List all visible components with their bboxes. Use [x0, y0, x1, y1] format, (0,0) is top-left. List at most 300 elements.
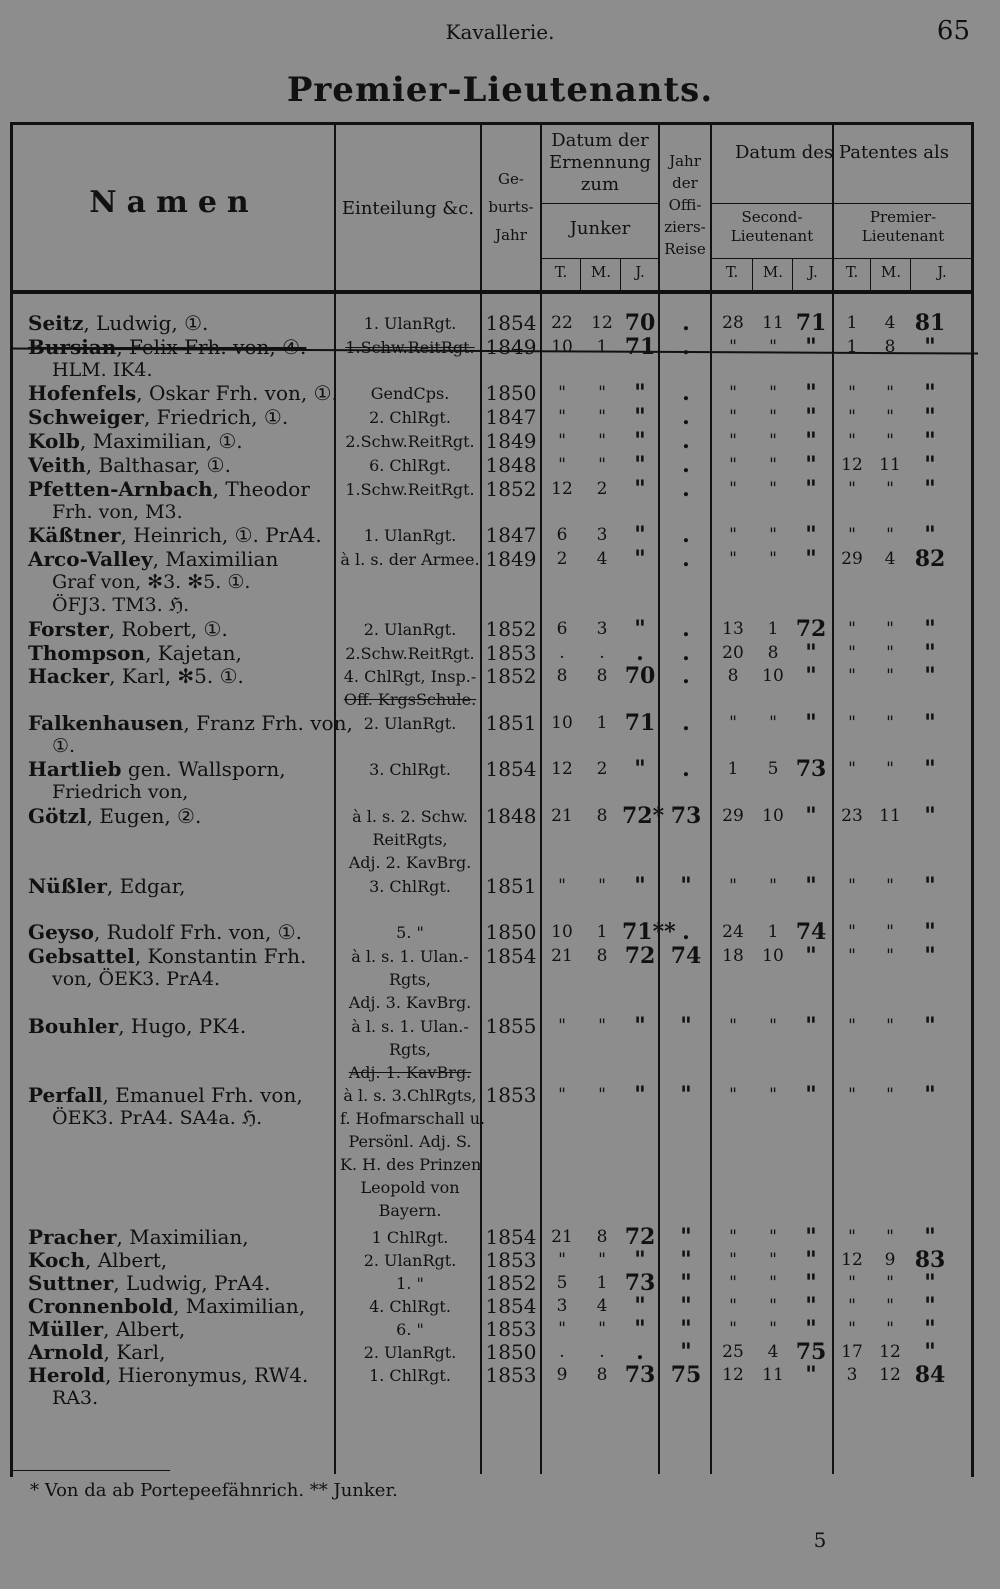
cell-reise: 73 [670, 803, 702, 829]
cell-sm: 11 [762, 313, 784, 333]
officer-given-name: , Edgar, [106, 874, 186, 898]
cell-st: " [729, 479, 737, 499]
unit-assignment: 2.Schw.ReitRgt. [345, 432, 475, 451]
officer-name [28, 548, 333, 571]
cell-sj: " [805, 943, 817, 969]
cell-pm: " [886, 525, 894, 545]
name-continuation: Frh. von, M3. [52, 501, 183, 523]
cell-year: 1853 [485, 1317, 537, 1341]
name-continuation: ÖEK3. PrA4. SA4a. ℌ. [52, 1107, 263, 1129]
officer-name [28, 406, 333, 429]
cell-jm: " [598, 455, 606, 475]
unit-continuation: K. H. des Prinzen [340, 1155, 482, 1174]
cell-year: 1852 [485, 664, 537, 688]
cell-reise: . [682, 476, 690, 502]
officer-given-name: , Theodor [212, 477, 310, 501]
cell-st: " [729, 1085, 737, 1105]
officer-surname: Kolb [28, 429, 80, 453]
cell-pm: " [886, 1085, 894, 1105]
officer-surname: Falkenhausen [28, 711, 184, 735]
cell-jj: " [634, 546, 646, 572]
header-t: T. [845, 263, 859, 281]
officer-given-name: , Konstantin Frh. [134, 944, 307, 968]
cell-jt: " [558, 1319, 566, 1339]
cell-year: 1853 [485, 641, 537, 665]
cell-jj: 70 [624, 663, 656, 689]
unit-assignment: à l. s. 3.ChlRgts, [343, 1086, 477, 1105]
officer-name [28, 1364, 333, 1387]
unit-assignment: à l. s. 2. Schw. [352, 807, 468, 826]
officer-given-name: , Maximilian, [116, 1225, 249, 1249]
cell-jj: 71 [624, 710, 656, 736]
cell-pj: " [924, 616, 936, 642]
unit-assignment: GendCps. [370, 384, 450, 403]
cell-sj: " [805, 710, 817, 736]
cell-pm: " [886, 922, 894, 942]
header-j: J. [635, 263, 645, 281]
cell-jj: " [634, 1082, 646, 1108]
officer-given-name: gen. Wallsporn, [121, 757, 286, 781]
officer-surname: Herold [28, 1363, 106, 1387]
unit-continuation: Adj. 2. KavBrg. [348, 853, 472, 872]
cell-pt: " [848, 1227, 856, 1247]
cell-sm: " [769, 479, 777, 499]
officer-given-name: , Hugo, PK4. [118, 1014, 247, 1038]
cell-jj: 71 [624, 334, 656, 360]
officer-surname: Pracher [28, 1225, 117, 1249]
cell-sj: " [805, 404, 817, 430]
header-bottom-rule [10, 290, 974, 294]
cell-sm: " [769, 455, 777, 475]
unit-assignment: 1 ChlRgt. [371, 1228, 449, 1247]
cell-sj: " [805, 1293, 817, 1319]
cell-sj: 71 [795, 310, 827, 336]
officer-surname: Gebsattel [28, 944, 135, 968]
officer-surname: Hofenfels [28, 381, 137, 405]
cell-jj: " [634, 380, 646, 406]
cell-jt: " [558, 1016, 566, 1036]
unit-assignment: 1. UlanRgt. [363, 314, 457, 333]
col-divider [910, 258, 911, 292]
cell-jm: 3 [596, 525, 608, 545]
header-rule [710, 203, 972, 204]
officer-name [28, 921, 333, 944]
cell-jm: 1 [596, 922, 608, 942]
cell-pm: 12 [879, 1342, 901, 1362]
cell-sm: 10 [762, 666, 784, 686]
cell-jm: 3 [596, 619, 608, 639]
cell-year: 1848 [485, 804, 537, 828]
cell-reise: " [680, 1013, 692, 1039]
cell-sj: " [805, 428, 817, 454]
cell-pm: 11 [879, 806, 901, 826]
cell-jm: " [598, 1250, 606, 1270]
cell-jj: 72 [624, 1224, 656, 1250]
officer-surname: Seitz [28, 311, 84, 335]
header-datum-ernennung: Datum der Ernennung zum [549, 130, 651, 195]
unit-assignment: à l. s. 1. Ulan.- [351, 1017, 469, 1036]
unit-continuation: ReitRgts, [372, 830, 448, 849]
cell-pt: " [848, 383, 856, 403]
cell-sm: " [769, 1016, 777, 1036]
cell-sm: " [769, 1273, 777, 1293]
cell-pj: 82 [914, 546, 946, 572]
unit-assignment: 4. ChlRgt. [369, 1297, 451, 1316]
cell-pt: " [848, 431, 856, 451]
cell-pj: " [924, 428, 936, 454]
cell-pm: " [886, 1016, 894, 1036]
cell-pm: 4 [884, 313, 896, 333]
unit-assignment: 2. UlanRgt. [363, 1251, 457, 1270]
cell-year: 1854 [485, 1294, 537, 1318]
cell-pj: " [924, 380, 936, 406]
cell-reise: " [680, 1339, 692, 1365]
cell-reise: . [682, 546, 690, 572]
cell-reise: " [680, 1082, 692, 1108]
cell-reise: . [682, 428, 690, 454]
officer-surname: Nüßler [28, 874, 107, 898]
cell-reise: " [680, 1270, 692, 1296]
name-continuation: Graf von, ✻3. ✻5. ①. [52, 571, 251, 593]
cell-jt: " [558, 455, 566, 475]
cell-pj: " [924, 756, 936, 782]
cell-year: 1849 [485, 547, 537, 571]
cell-st: " [729, 1016, 737, 1036]
header-t: T. [725, 263, 739, 281]
cell-sm: 4 [767, 1342, 779, 1362]
officer-surname: Forster [28, 617, 109, 641]
cell-sj: " [805, 803, 817, 829]
name-continuation: von, ÖEK3. PrA4. [52, 968, 221, 990]
officer-name [28, 1272, 333, 1295]
officer-given-name: , Albert, [103, 1317, 186, 1341]
officer-name [28, 1015, 333, 1038]
officer-name [28, 875, 333, 898]
footnote: * Von da ab Portepeefähnrich. ** Junker. [30, 1480, 398, 1501]
cell-jm: 8 [596, 946, 608, 966]
cell-st: 12 [722, 1365, 744, 1385]
cell-jt: 21 [551, 1227, 573, 1247]
page-number: 65 [936, 16, 970, 46]
col-divider [752, 258, 753, 292]
cell-jj: . [636, 1339, 644, 1365]
cell-jt: 12 [551, 479, 573, 499]
cell-pj: 81 [914, 310, 946, 336]
cell-st: 18 [722, 946, 744, 966]
cell-pj: " [924, 452, 936, 478]
cell-jt: . [559, 1342, 565, 1362]
cell-st: 25 [722, 1342, 744, 1362]
cell-st: " [729, 713, 737, 733]
cell-sm: 5 [767, 759, 779, 779]
cell-jj: " [634, 452, 646, 478]
cell-sm: " [769, 1319, 777, 1339]
cell-sj: " [805, 1082, 817, 1108]
officer-given-name: , Rudolf Frh. von, ①. [94, 920, 302, 944]
cell-pt: 23 [841, 806, 863, 826]
name-continuation: RA3. [52, 1387, 99, 1409]
cell-year: 1852 [485, 617, 537, 641]
cell-reise: " [680, 1316, 692, 1342]
unit-assignment: à l. s. der Armee. [340, 550, 480, 569]
cell-pj: 84 [914, 1362, 946, 1388]
header-junker: Junker [569, 218, 631, 239]
cell-pt: " [848, 525, 856, 545]
cell-sm: " [769, 383, 777, 403]
officer-name [28, 1341, 333, 1364]
cell-pm: " [886, 759, 894, 779]
page-title: Premier-Lieutenants. [286, 70, 714, 110]
officer-given-name: , Ludwig, PrA4. [113, 1271, 271, 1295]
cell-jm: " [598, 1016, 606, 1036]
officer-name [28, 618, 333, 641]
cell-reise: 75 [670, 1362, 702, 1388]
officer-given-name: , Albert, [85, 1248, 168, 1272]
cell-pt: " [848, 1085, 856, 1105]
cell-pt: 12 [841, 1250, 863, 1270]
cell-st: 24 [722, 922, 744, 942]
officer-given-name: , Franz Frh. von, [183, 711, 353, 735]
officer-given-name: , Karl, ✻5. ①. [109, 664, 244, 688]
cell-jt: 10 [551, 337, 573, 357]
cell-year: 1854 [485, 757, 537, 781]
cell-st: " [729, 383, 737, 403]
cell-jj: 73 [624, 1270, 656, 1296]
cell-sm: " [769, 1085, 777, 1105]
officer-surname: Koch [28, 1248, 86, 1272]
officer-name [28, 665, 333, 688]
cell-st: 13 [722, 619, 744, 639]
cell-jj: . [636, 640, 644, 666]
unit-assignment: 2. ChlRgt. [369, 408, 451, 427]
cell-jj: " [634, 1316, 646, 1342]
cell-sm: 1 [767, 922, 779, 942]
cell-jt: 10 [551, 713, 573, 733]
cell-pm: " [886, 643, 894, 663]
cell-jt: " [558, 1085, 566, 1105]
unit-continuation: Persönl. Adj. S. [348, 1132, 472, 1151]
cell-year: 1850 [485, 1340, 537, 1364]
unit-assignment: 6. ChlRgt. [369, 456, 451, 475]
cell-sm: " [769, 1227, 777, 1247]
officer-given-name: , Maximilian [152, 547, 279, 571]
header-j: J. [808, 263, 818, 281]
officer-surname: Bouhler [28, 1014, 119, 1038]
cell-jj: " [634, 428, 646, 454]
officer-name [28, 312, 333, 335]
cell-year: 1853 [485, 1363, 537, 1387]
col-divider [658, 122, 660, 1474]
cell-jj: 73 [624, 1362, 656, 1388]
cell-year: 1849 [485, 335, 537, 359]
cell-pm: 11 [879, 455, 901, 475]
cell-sm: " [769, 876, 777, 896]
officer-surname: Hacker [28, 664, 110, 688]
cell-reise: " [680, 1247, 692, 1273]
cell-sj: 75 [795, 1339, 827, 1365]
unit-assignment: 3. ChlRgt. [369, 877, 451, 896]
officer-name [28, 758, 333, 781]
name-continuation: Friedrich von, [52, 781, 189, 803]
cell-pm: " [886, 619, 894, 639]
cell-pt: " [848, 922, 856, 942]
cell-pm: 8 [884, 337, 896, 357]
cell-pt: " [848, 946, 856, 966]
cell-jt: 3 [556, 1296, 568, 1316]
officer-given-name: , Hieronymus, RW4. [105, 1363, 309, 1387]
cell-reise: . [682, 919, 690, 945]
col-divider [870, 258, 871, 292]
cell-year: 1854 [485, 1225, 537, 1249]
cell-jm: 8 [596, 1365, 608, 1385]
cell-pj: " [924, 476, 936, 502]
cell-sj: " [805, 640, 817, 666]
officer-given-name: , Maximilian, [173, 1294, 306, 1318]
cell-pj: " [924, 803, 936, 829]
cell-sj: " [805, 1224, 817, 1250]
cell-reise: . [682, 756, 690, 782]
cell-reise: " [680, 1293, 692, 1319]
officer-name [28, 1295, 333, 1318]
header-rule [540, 203, 658, 204]
unit-assignment: 5. " [396, 923, 424, 942]
cell-sj: 74 [795, 919, 827, 945]
cell-jm: 4 [596, 549, 608, 569]
header-rule [710, 258, 972, 259]
cell-reise: . [682, 404, 690, 430]
header-t: T. [554, 263, 568, 281]
name-continuation: HLM. IK4. [52, 359, 153, 381]
cell-reise: " [680, 873, 692, 899]
officer-surname: Hartlieb [28, 757, 122, 781]
officer-name [28, 478, 333, 501]
unit-continuation: Adj. 1. KavBrg. [348, 1063, 472, 1082]
cell-pm: " [886, 407, 894, 427]
cell-st: 1 [727, 759, 739, 779]
cell-jj: " [634, 1293, 646, 1319]
officer-surname: Pfetten-Arnbach [28, 477, 213, 501]
unit-assignment: 2. UlanRgt. [363, 620, 457, 639]
cell-st: " [729, 1273, 737, 1293]
unit-assignment: 4. ChlRgt, Insp.- [343, 667, 477, 686]
cell-pt: " [848, 407, 856, 427]
cell-pt: " [848, 643, 856, 663]
header-j: J. [937, 263, 947, 281]
officer-given-name: , Robert, ①. [108, 617, 228, 641]
officer-name [28, 1249, 333, 1272]
cell-pt: " [848, 1319, 856, 1339]
officer-name [28, 430, 333, 453]
cell-year: 1855 [485, 1014, 537, 1038]
cell-pj: " [924, 404, 936, 430]
col-divider [480, 122, 482, 1474]
unit-assignment: 2. UlanRgt. [363, 714, 457, 733]
header-einteilung: Einteilung &c. [341, 198, 475, 219]
cell-reise: . [682, 640, 690, 666]
cell-jt: " [558, 1250, 566, 1270]
cell-pm: " [886, 1227, 894, 1247]
cell-pj: " [924, 1270, 936, 1296]
header-rule [540, 258, 658, 259]
cell-jt: " [558, 383, 566, 403]
cell-pt: " [848, 713, 856, 733]
cell-st: 8 [727, 666, 739, 686]
cell-sm: " [769, 525, 777, 545]
unit-assignment: 1. " [396, 1274, 424, 1293]
cell-pm: " [886, 713, 894, 733]
cell-jj: " [634, 476, 646, 502]
cell-pm: " [886, 876, 894, 896]
cell-pj: " [924, 710, 936, 736]
officer-name [28, 1226, 333, 1249]
cell-pj: " [924, 1293, 936, 1319]
cell-year: 1847 [485, 523, 537, 547]
unit-assignment: 6. " [396, 1320, 424, 1339]
cell-jm: 4 [596, 1296, 608, 1316]
officer-given-name: , Eugen, ②. [86, 804, 202, 828]
cell-st: " [729, 1250, 737, 1270]
cell-jt: . [559, 643, 565, 663]
cell-jm: " [598, 383, 606, 403]
officer-name [28, 642, 333, 665]
header-m: M. [762, 263, 784, 281]
cell-year: 1852 [485, 477, 537, 501]
cell-jm: " [598, 431, 606, 451]
running-head [0, 16, 1000, 50]
col-divider [792, 258, 793, 292]
header-m: M. [880, 263, 902, 281]
cell-pm: 12 [879, 1365, 901, 1385]
cell-sj: " [805, 663, 817, 689]
cell-jt: 6 [556, 525, 568, 545]
cell-jm: . [599, 1342, 605, 1362]
cell-jm: " [598, 1085, 606, 1105]
cell-pj: " [924, 873, 936, 899]
cell-pt: 17 [841, 1342, 863, 1362]
cell-jt: 6 [556, 619, 568, 639]
cell-reise: . [682, 522, 690, 548]
cell-sm: " [769, 1296, 777, 1316]
unit-assignment: 3. ChlRgt. [369, 760, 451, 779]
cell-jj: " [634, 404, 646, 430]
cell-year: 1853 [485, 1248, 537, 1272]
officer-given-name: , Friedrich, ①. [143, 405, 289, 429]
unit-assignment: 1. ChlRgt. [369, 1366, 451, 1385]
unit-continuation: f. Hofmarschall u. [340, 1109, 486, 1128]
cell-pm: " [886, 1273, 894, 1293]
cell-sm: " [769, 407, 777, 427]
unit-continuation: Off. KrgsSchule. [343, 690, 477, 709]
cell-pt: " [848, 619, 856, 639]
cell-sj: " [805, 1270, 817, 1296]
cell-sj: " [805, 452, 817, 478]
cell-sm: 1 [767, 619, 779, 639]
cell-year: 1854 [485, 311, 537, 335]
cell-year: 1849 [485, 429, 537, 453]
cell-st: 20 [722, 643, 744, 663]
cell-reise: . [682, 334, 690, 360]
cell-pt: " [848, 1016, 856, 1036]
cell-jj: 71** [622, 919, 676, 945]
cell-reise: . [682, 710, 690, 736]
header-premier-lieutenant: Premier- Lieutenant [861, 208, 945, 245]
officer-given-name: , Balthasar, ①. [85, 453, 231, 477]
cell-sm: " [769, 337, 777, 357]
name-continuation: ①. [52, 735, 76, 757]
cell-sj: " [805, 380, 817, 406]
signature-mark: 5 [813, 1528, 827, 1552]
cell-pt: " [848, 479, 856, 499]
